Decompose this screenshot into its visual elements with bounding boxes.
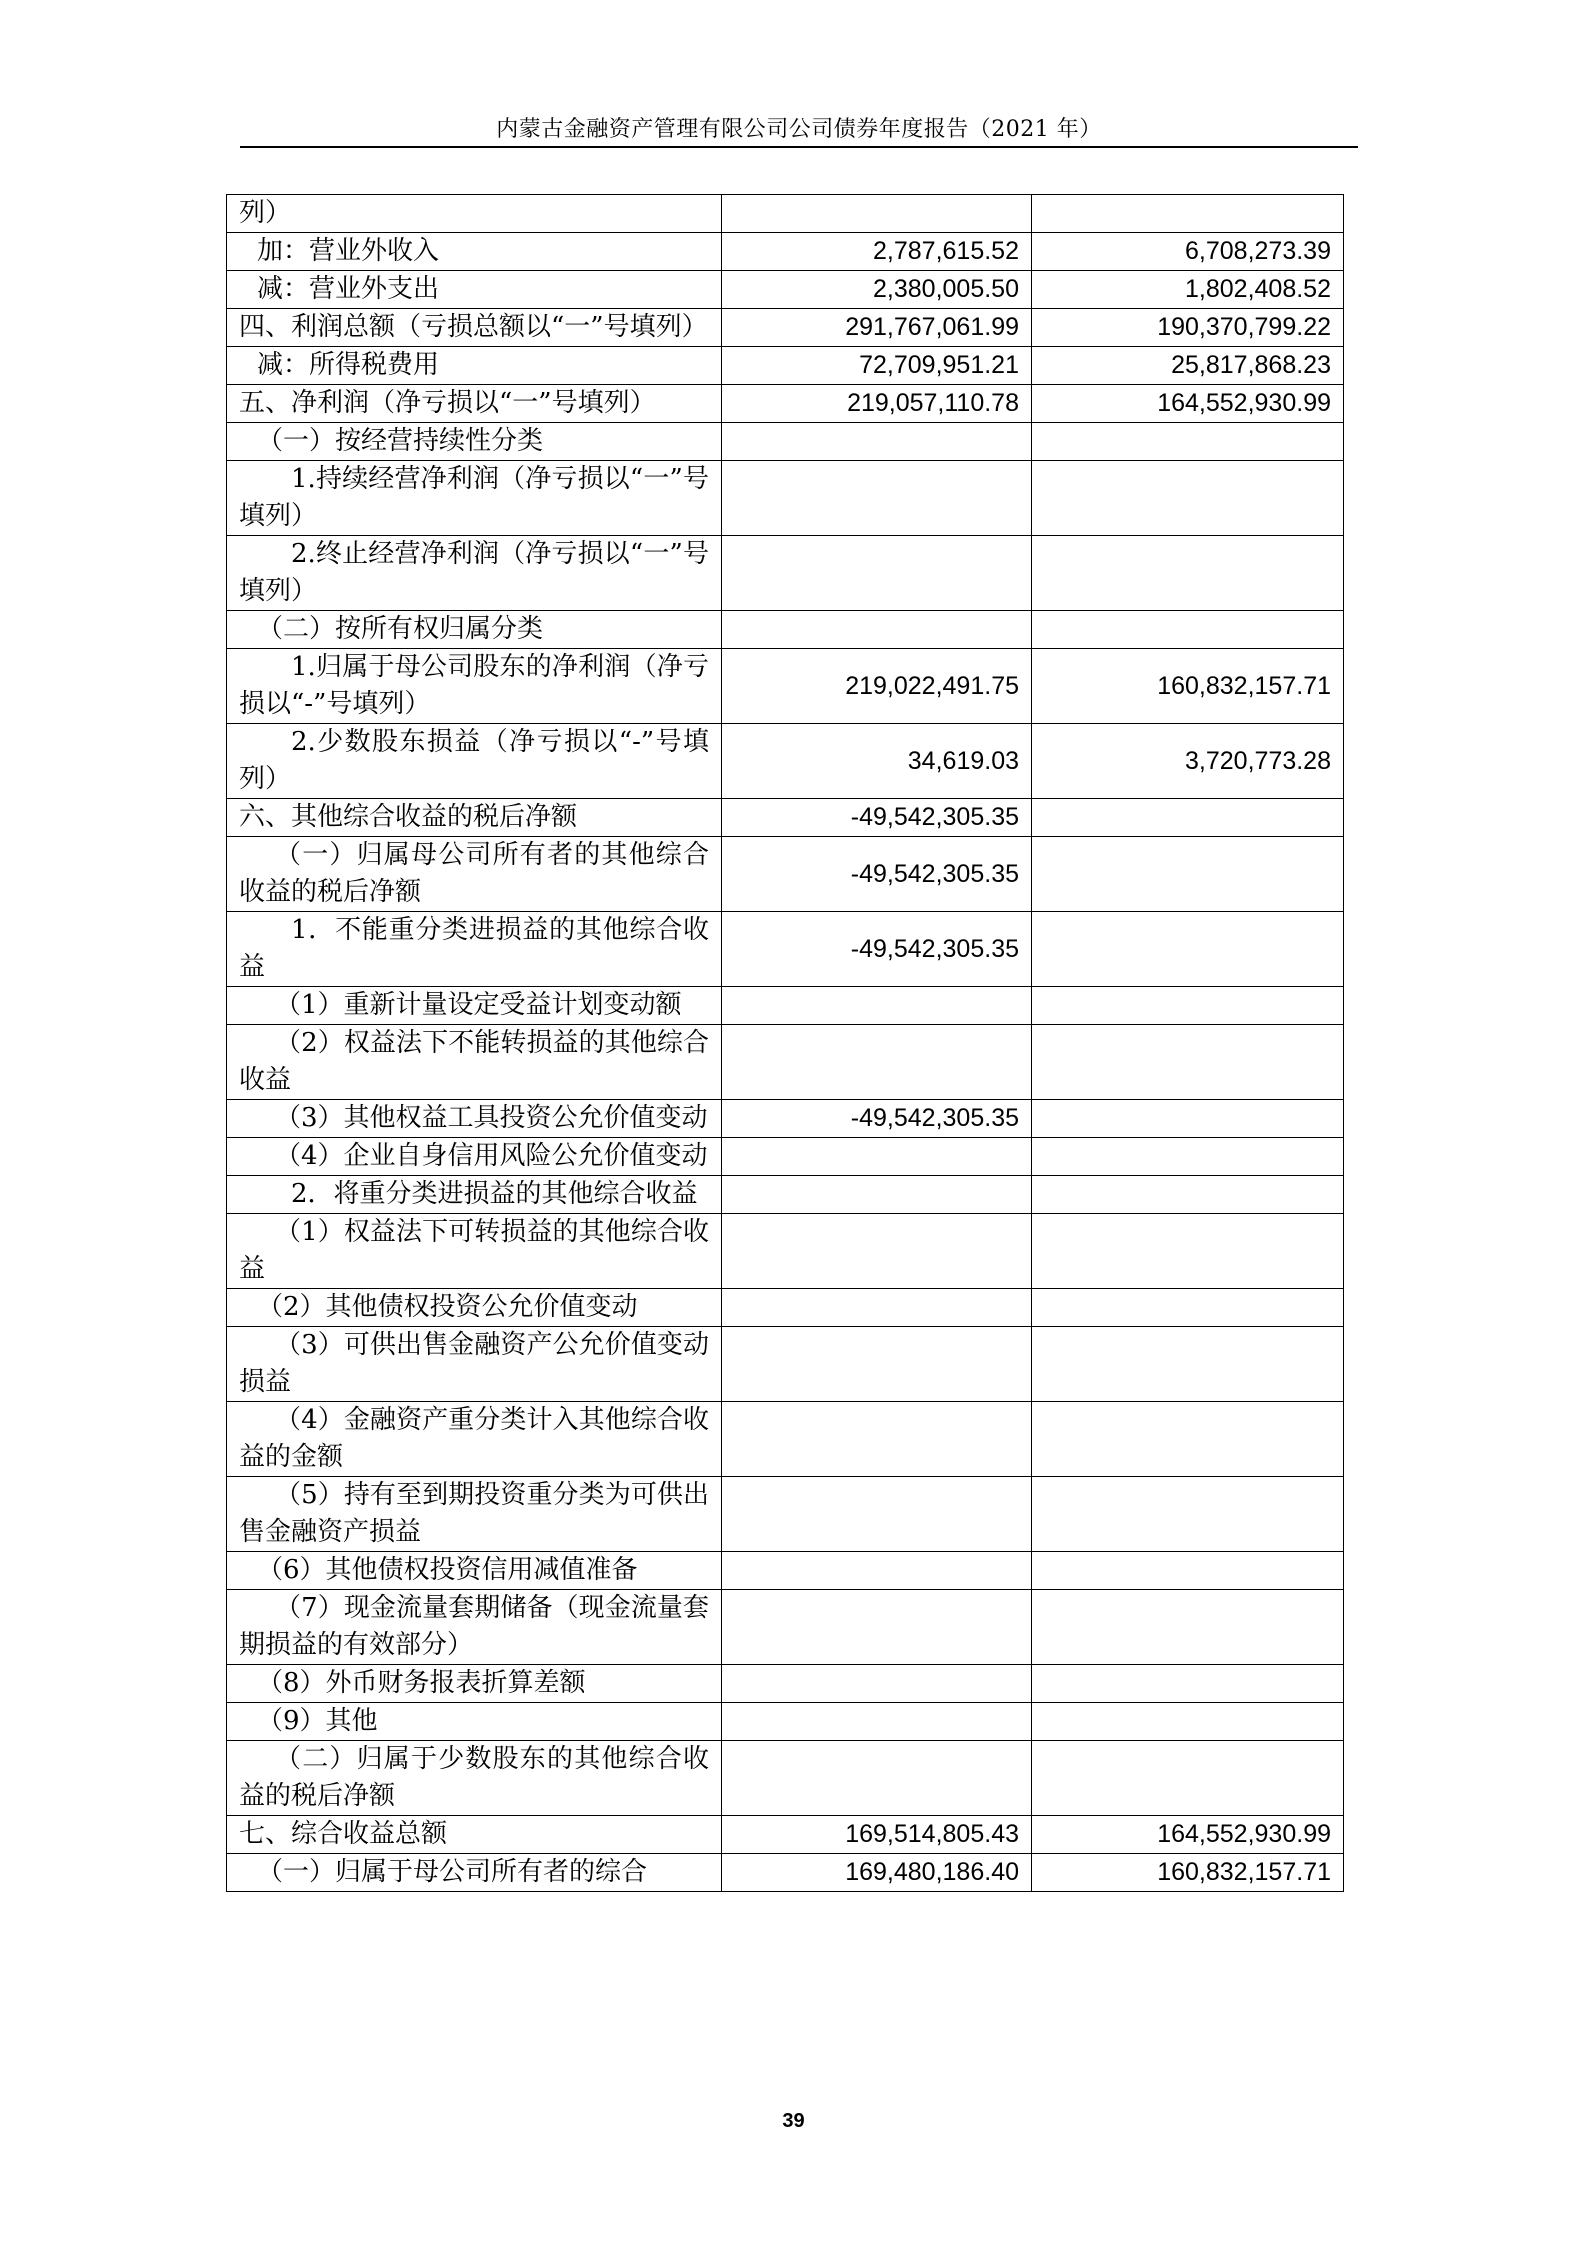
current-period-value: -49,542,305.35 — [722, 912, 1032, 987]
row-label: 2.少数股东损益（净亏损以“-”号填列） — [227, 724, 722, 799]
row-label: 1．不能重分类进损益的其他综合收益 — [227, 912, 722, 987]
current-period-value — [722, 611, 1032, 649]
prior-period-value: 3,720,773.28 — [1032, 724, 1344, 799]
header-rule — [240, 146, 1358, 148]
row-label: （1）重新计量设定受益计划变动额 — [227, 987, 722, 1025]
prior-period-value — [1032, 987, 1344, 1025]
current-period-value — [722, 195, 1032, 233]
prior-period-value — [1032, 1665, 1344, 1703]
row-label: （5）持有至到期投资重分类为可供出售金融资产损益 — [227, 1477, 722, 1552]
table-row — [227, 611, 1344, 649]
row-label: （2）权益法下不能转损益的其他综合收益 — [227, 1025, 722, 1100]
prior-period-value: 190,370,799.22 — [1032, 309, 1344, 347]
prior-period-value: 164,552,930.99 — [1032, 1816, 1344, 1854]
row-label: 减：营业外支出 — [227, 271, 722, 309]
prior-period-value — [1032, 1025, 1344, 1100]
row-label: （9）其他 — [227, 1703, 722, 1741]
row-label: （7）现金流量套期储备（现金流量套期损益的有效部分） — [227, 1590, 722, 1665]
row-label: 七、综合收益总额 — [227, 1816, 722, 1854]
table-row — [227, 837, 1344, 912]
table-row — [227, 1327, 1344, 1402]
table-row — [227, 271, 1344, 309]
prior-period-value — [1032, 536, 1344, 611]
current-period-value — [722, 1552, 1032, 1590]
table-row — [227, 1816, 1344, 1854]
current-period-value — [722, 1741, 1032, 1816]
table-row — [227, 1402, 1344, 1477]
row-label: （2）其他债权投资公允价值变动 — [227, 1289, 722, 1327]
row-label: 六、其他综合收益的税后净额 — [227, 799, 722, 837]
row-label: （6）其他债权投资信用减值准备 — [227, 1552, 722, 1590]
table-row — [227, 1552, 1344, 1590]
row-label: 2.终止经营净利润（净亏损以“一”号填列） — [227, 536, 722, 611]
prior-period-value — [1032, 1703, 1344, 1741]
prior-period-value — [1032, 423, 1344, 461]
current-period-value: 219,022,491.75 — [722, 649, 1032, 724]
prior-period-value — [1032, 1289, 1344, 1327]
current-period-value: 169,480,186.40 — [722, 1854, 1032, 1892]
prior-period-value — [1032, 1402, 1344, 1477]
table-row — [227, 1741, 1344, 1816]
prior-period-value — [1032, 1741, 1344, 1816]
current-period-value: -49,542,305.35 — [722, 1100, 1032, 1138]
row-label: （一）归属于母公司所有者的综合 — [227, 1854, 722, 1892]
prior-period-value: 164,552,930.99 — [1032, 385, 1344, 423]
row-label: 四、利润总额（亏损总额以“一”号填列） — [227, 309, 722, 347]
prior-period-value — [1032, 195, 1344, 233]
page-header — [240, 108, 1358, 148]
row-label: （二）按所有权归属分类 — [227, 611, 722, 649]
current-period-value — [722, 1214, 1032, 1289]
table-row — [227, 799, 1344, 837]
prior-period-value — [1032, 1138, 1344, 1176]
current-period-value: 169,514,805.43 — [722, 1816, 1032, 1854]
table-row — [227, 1214, 1344, 1289]
prior-period-value: 1,802,408.52 — [1032, 271, 1344, 309]
current-period-value: 2,787,615.52 — [722, 233, 1032, 271]
prior-period-value — [1032, 1100, 1344, 1138]
income-statement-table — [226, 194, 1344, 1892]
prior-period-value — [1032, 837, 1344, 912]
current-period-value — [722, 1289, 1032, 1327]
row-label: 五、净利润（净亏损以“一”号填列） — [227, 385, 722, 423]
table-row — [227, 1176, 1344, 1214]
current-period-value: 219,057,110.78 — [722, 385, 1032, 423]
table-row — [227, 1138, 1344, 1176]
table-row — [227, 724, 1344, 799]
report-title: 内蒙古金融资产管理有限公司公司债券年度报告（2021 年） — [496, 117, 1102, 142]
table-row — [227, 385, 1344, 423]
current-period-value: 72,709,951.21 — [722, 347, 1032, 385]
row-label: 加：营业外收入 — [227, 233, 722, 271]
row-label: （8）外币财务报表折算差额 — [227, 1665, 722, 1703]
prior-period-value: 6,708,273.39 — [1032, 233, 1344, 271]
prior-period-value: 160,832,157.71 — [1032, 1854, 1344, 1892]
current-period-value — [722, 1477, 1032, 1552]
prior-period-value — [1032, 461, 1344, 536]
row-label: 1.归属于母公司股东的净利润（净亏损以“-”号填列） — [227, 649, 722, 724]
current-period-value — [722, 1025, 1032, 1100]
row-label: （二）归属于少数股东的其他综合收益的税后净额 — [227, 1741, 722, 1816]
table-row — [227, 1590, 1344, 1665]
row-label: （4）企业自身信用风险公允价值变动 — [227, 1138, 722, 1176]
table-row — [227, 347, 1344, 385]
current-period-value — [722, 1176, 1032, 1214]
row-label: 2．将重分类进损益的其他综合收益 — [227, 1176, 722, 1214]
current-period-value — [722, 536, 1032, 611]
prior-period-value — [1032, 1327, 1344, 1402]
prior-period-value — [1032, 611, 1344, 649]
table-row — [227, 233, 1344, 271]
prior-period-value — [1032, 1176, 1344, 1214]
current-period-value — [722, 987, 1032, 1025]
prior-period-value — [1032, 1214, 1344, 1289]
current-period-value — [722, 1590, 1032, 1665]
prior-period-value: 25,817,868.23 — [1032, 347, 1344, 385]
current-period-value: 291,767,061.99 — [722, 309, 1032, 347]
table-row — [227, 1854, 1344, 1892]
row-label: 列） — [227, 195, 722, 233]
table-row — [227, 1665, 1344, 1703]
prior-period-value — [1032, 1477, 1344, 1552]
prior-period-value — [1032, 1590, 1344, 1665]
current-period-value — [722, 461, 1032, 536]
table-row — [227, 309, 1344, 347]
table-row — [227, 912, 1344, 987]
row-label: （3）可供出售金融资产公允价值变动损益 — [227, 1327, 722, 1402]
table-row — [227, 1289, 1344, 1327]
prior-period-value — [1032, 1552, 1344, 1590]
page-number: 39 — [782, 2110, 805, 2132]
row-label: （1）权益法下可转损益的其他综合收益 — [227, 1214, 722, 1289]
table-row — [227, 1100, 1344, 1138]
current-period-value — [722, 423, 1032, 461]
row-label: （一）按经营持续性分类 — [227, 423, 722, 461]
table-row — [227, 987, 1344, 1025]
table-row — [227, 423, 1344, 461]
current-period-value: 2,380,005.50 — [722, 271, 1032, 309]
current-period-value — [722, 1327, 1032, 1402]
current-period-value: 34,619.03 — [722, 724, 1032, 799]
table-body — [227, 195, 1344, 1892]
row-label: （4）金融资产重分类计入其他综合收益的金额 — [227, 1402, 722, 1477]
prior-period-value — [1032, 799, 1344, 837]
row-label: （一）归属母公司所有者的其他综合收益的税后净额 — [227, 837, 722, 912]
table-row — [227, 536, 1344, 611]
current-period-value — [722, 1703, 1032, 1741]
row-label: 1.持续经营净利润（净亏损以“一”号填列） — [227, 461, 722, 536]
table-row — [227, 1703, 1344, 1741]
row-label: 减：所得税费用 — [227, 347, 722, 385]
prior-period-value — [1032, 912, 1344, 987]
table-row — [227, 649, 1344, 724]
table-row — [227, 1025, 1344, 1100]
current-period-value: -49,542,305.35 — [722, 799, 1032, 837]
current-period-value — [722, 1402, 1032, 1477]
table-row — [227, 461, 1344, 536]
current-period-value — [722, 1138, 1032, 1176]
table-row — [227, 195, 1344, 233]
current-period-value — [722, 1665, 1032, 1703]
table-row — [227, 1477, 1344, 1552]
row-label: （3）其他权益工具投资公允价值变动 — [227, 1100, 722, 1138]
current-period-value: -49,542,305.35 — [722, 837, 1032, 912]
prior-period-value: 160,832,157.71 — [1032, 649, 1344, 724]
